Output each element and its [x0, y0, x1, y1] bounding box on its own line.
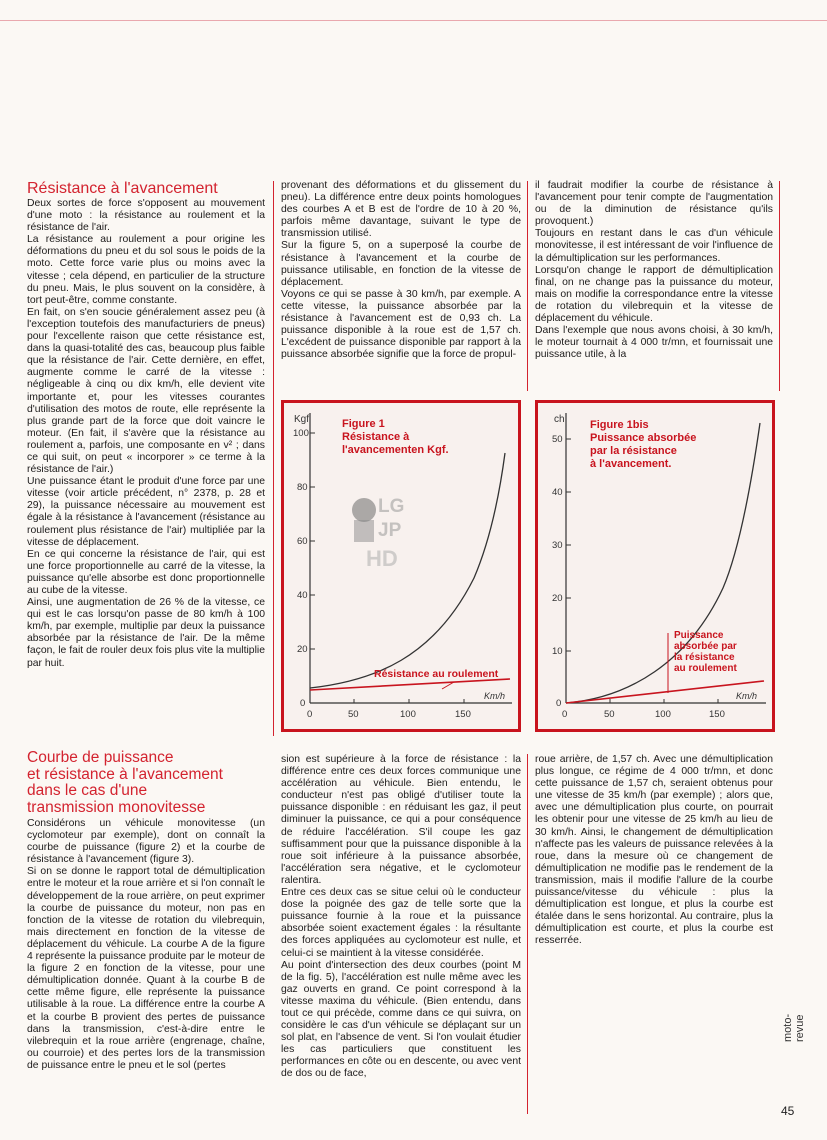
column-2	[281, 180, 521, 361]
paragraph: il faudrait modifier la courbe de résistance à l'avancement pour tenir compte de l'augmentation ou de la diminution de résistance qu'ils provoquent.)	[535, 180, 773, 228]
paragraph: En fait, on s'en soucie généralement assez peu (à l'exception toutefois des manufacturiers de pneus) pour l'excellente raison que cette résistance est, dans la quasi-totalité des cas, beaucoup plus faible que la résistance de l'air. Cette dernière, en effet, augmente comme le carré de la vitesse : négligeable à cinq ou dix km/h, elle devient vite importante et, pour les vitesses courantes d'utilisation des motos de route, elle représente la plus grande part de la force que doit vaincre le moteur. (En fait, il s'avère que la résistance au roulement a, parfois, une composante en v² ; dans ce qui suit, on peut « incorporer » ce terme à la résistance de l'air.)	[27, 306, 265, 476]
paragraph: Au point d'intersection des deux courbes (point M de la fig. 5), l'accélération est nulle même avec les gaz ouverts en grand. Ce point correspond à la vitesse maxima du véhicule. (Bien entendu, dans tout ce qui précède, comme dans ce qui suivra, on considère le cas d'un véhicule se déplaçant sur un sol plat, en l'absence de vent. Si l'on voulait étudier les cas particuliers que constituent les performances en côte ou en descente, ou avec vent de dos ou de face,	[281, 959, 521, 1080]
figure-title: Figure 1bis	[590, 419, 649, 431]
rolling-resistance-line	[310, 679, 510, 690]
watermark-logo	[352, 488, 422, 578]
x-tick-label: 50	[348, 709, 359, 720]
paragraph: sion est supérieure à la force de résistance : la différence entre ces deux forces communique une accélération au véhicule. Bien entendu, le conducteur n'est pas obligé d'utiliser toute la puissance disponible : en réduisant les gaz, il peut diminuer la puissance, ce qui a pour conséquence de réduire l'accélération. S'il coupe les gaz suffisamment pour que la puissance disponible à la roue soit inférieure à la puissance absorbée, l'accélération sera négative, et le cyclomoteur ralentira.	[281, 754, 521, 886]
y-tick-label: 40	[552, 487, 563, 498]
watermark-text: LG	[378, 496, 405, 517]
y-tick-label: 0	[556, 698, 562, 709]
heading-line: dans le cas d'une	[27, 782, 148, 799]
y-tick-label: 10	[552, 646, 563, 657]
figure-1bis	[535, 400, 775, 732]
figure-title: Résistance à	[342, 431, 410, 443]
paragraph: Considérons un véhicule monovitesse (un cyclomoteur par exemple), dont on connaît la courbe de puissance (figure 2) et la courbe de résistance à l'avancement (figure 3).	[27, 818, 265, 866]
figure-title: à l'avancement.	[590, 458, 672, 470]
annotation-text: absorbée par	[674, 641, 737, 652]
y-unit-label: ch	[554, 414, 565, 425]
watermark-text: JP	[378, 520, 402, 541]
x-unit-label: Km/h	[736, 691, 758, 701]
annotation-text: Puissance	[674, 630, 724, 641]
watermark-emblem	[352, 488, 422, 578]
x-tick-label: 100	[400, 709, 416, 720]
figure-title: Puissance absorbée	[590, 432, 697, 444]
paragraph: Entre ces deux cas se situe celui où le conducteur dose la poignée des gaz de telle sorte que la puissance fournie à la roue et la puissance absorbée soient exactement égales : la résultante des forces appliquées au cyclomoteur est nulle, et celui-ci se maintient à la vitesse considérée.	[281, 887, 521, 959]
y-tick-label: 0	[300, 698, 306, 709]
section-heading-resistance: Résistance à l'avancement	[27, 180, 218, 197]
paragraph: Lorsqu'on change le rapport de démultiplication final, on ne change pas la puissance du moteur, mais on modifie la correspondance entre la vitesse de rotation du vilebrequin et la vitesse de déplacement du véhicule.	[535, 264, 773, 325]
column-3	[535, 180, 773, 361]
paragraph: En ce qui concerne la résistance de l'air, qui est une force proportionnelle au carré de la vitesse, la puissance qu'elle absorbe est donc proportionnelle au cube de la vitesse.	[27, 548, 265, 596]
x-tick-label: 0	[307, 709, 313, 720]
column-divider	[779, 181, 780, 391]
column-divider	[527, 754, 528, 1114]
watermark-text: HD	[366, 546, 398, 571]
column-3-bottom	[535, 754, 773, 948]
x-tick-label: 100	[655, 709, 671, 720]
paragraph: Sur la figure 5, on a superposé la courbe de résistance à l'avancement et la courbe de puissance utilisable, en fonction de la vitesse de déplacement.	[281, 240, 521, 288]
paragraph: roue arrière, de 1,57 ch. Avec une démultiplication plus longue, ce régime de 4 000 tr/mn, et donc cette puissance de 1,57 ch, seraient obtenus pour une vitesse de 35 km/h (par exemple) ; alors que, avec une démultiplication plus courte, on pourrait les obtenir pour une vitesse de 25 km/h au lieu de 30 km/h. Ainsi, le changement de démultiplication n'affecte pas les valeurs de puissance relevées à la roue, dans la mesure où ce changement de démultiplication ne modifie pas le rendement de la transmission, mais il modifie l'allure de la courbe puissance/vitesse du véhicule : plus la démultiplication est longue, et plus la courbe est étalée dans le sens horizontal. Au contraire, plus la démultiplication est courte, et plus la courbe est resserrée.	[535, 754, 773, 947]
x-tick-label: 150	[709, 709, 725, 720]
paragraph: Une puissance étant le produit d'une force par une vitesse (voir article précédent, n° 2378, p. 28 et 29), la puissance nécessaire au mouvement est égale à la résistance à l'avancement (résistance au roulement plus résistance de l'air) multipliée par la vitesse de déplacement.	[27, 476, 265, 548]
heading-line: Courbe de puissance	[27, 749, 174, 766]
paragraph: Deux sortes de force s'opposent au mouvement d'une moto : la résistance au roulement et la résistance de l'air.	[27, 198, 265, 234]
page-number: 45	[781, 1104, 795, 1118]
y-tick-label: 50	[552, 434, 563, 445]
top-rule	[0, 20, 827, 21]
paragraph: Si on se donne le rapport total de démultiplication entre le moteur et la roue arrière et si l'on connaît le développement de la roue arrière, on peut exprimer la courbe de puissance du moteur, non pas en fonction de la vitesse de rotation du vilebrequin, mais directement en fonction de la vitesse de déplacement du véhicule. La courbe A de la figure 4 représente la puissance produite par le moteur de la figure 2 en fonction de la vitesse, pour une démultiplication donnée. Quant à la courbe B de cette même figure, elle représente la puissance utilisable à la roue. La différence entre la courbe A et la courbe B provient des pertes de puissance dans la transmission, c'est-à-dire entre le vilebrequin et la roue arrière (engrenage, chaîne, ou courroie) et des pertes lors de la transmission de puissance entre le pneu et le sol (pertes	[27, 866, 265, 1071]
paragraph: provenant des déformations et du glissement du pneu). La différence entre deux points homologues des courbes A et B est de l'ordre de 10 à 20 %, parfois même davantage, suivant le type de transmission utilisé.	[281, 180, 521, 240]
column-1	[27, 180, 265, 670]
y-tick-label: 100	[293, 428, 309, 439]
paragraph: La résistance au roulement a pour origine les déformations du pneu et du sol sous le poids de la moto. Cette force varie plus ou moins avec la vitesse ; cela dépend, en particulier de la structure du pneu. Mais, le plus souvent on la considère, à tort peut-être, comme constante.	[27, 234, 265, 306]
section-heading-power-curve	[27, 750, 265, 816]
rolling-power-line	[566, 681, 764, 703]
figure-1bis-plot	[538, 403, 772, 729]
paragraph: Dans l'exemple que nous avons choisi, à 30 km/h, le moteur tournait à 4 000 tr/mn, et fournissait une puissance utile, à la	[535, 325, 773, 361]
column-1-bottom	[27, 750, 265, 1072]
column-divider	[527, 181, 528, 391]
paragraph: Voyons ce qui se passe à 30 km/h, par exemple. A cette vitesse, la puissance absorbée par la résistance à l'avancement est de 0,93 ch. La puissance disponible à la roue est de 1,57 ch. L'excédent de puissance disponible par rapport à la puissance absorbée signifie que la force de propul-	[281, 288, 521, 361]
x-tick-label: 150	[455, 709, 471, 720]
x-tick-label: 50	[604, 709, 615, 720]
figure-title: par la résistance	[590, 445, 677, 457]
y-tick-label: 40	[297, 590, 308, 601]
magazine-name: moto-revue	[782, 1013, 806, 1042]
figure-title: l'avancementen Kgf.	[342, 444, 449, 456]
column-divider	[273, 181, 274, 736]
annotation-text: au roulement	[674, 663, 737, 674]
y-tick-label: 20	[552, 593, 563, 604]
y-tick-label: 30	[552, 540, 563, 551]
heading-line: transmission monovitesse	[27, 798, 206, 816]
figure-title: Figure 1	[342, 418, 385, 430]
rolling-resistance-label: Résistance au roulement	[374, 668, 499, 680]
y-unit-label: Kgf	[294, 414, 310, 425]
x-tick-label: 0	[562, 709, 568, 720]
column-2-bottom	[281, 754, 521, 1081]
paragraph: Toujours en restant dans le cas d'un véhicule monovitesse, il est intéressant de voir l'influence de la démultiplication sur les performances.	[535, 228, 773, 264]
annotation-text: la résistance	[674, 652, 735, 663]
x-unit-label: Km/h	[484, 691, 506, 701]
y-tick-label: 20	[297, 644, 308, 655]
y-tick-label: 80	[297, 482, 308, 493]
paragraph: Ainsi, une augmentation de 26 % de la vitesse, ce qui est le cas lorsqu'on passe de 80 km/h à 100 km/h, par exemple, multiplie par deux la puissance absorbée par la résistance de l'air. De la même façon, le fait de rouler deux fois plus vite la multiplie par huit.	[27, 597, 265, 669]
heading-line: et résistance à l'avancement	[27, 765, 223, 783]
y-tick-label: 60	[297, 536, 308, 547]
